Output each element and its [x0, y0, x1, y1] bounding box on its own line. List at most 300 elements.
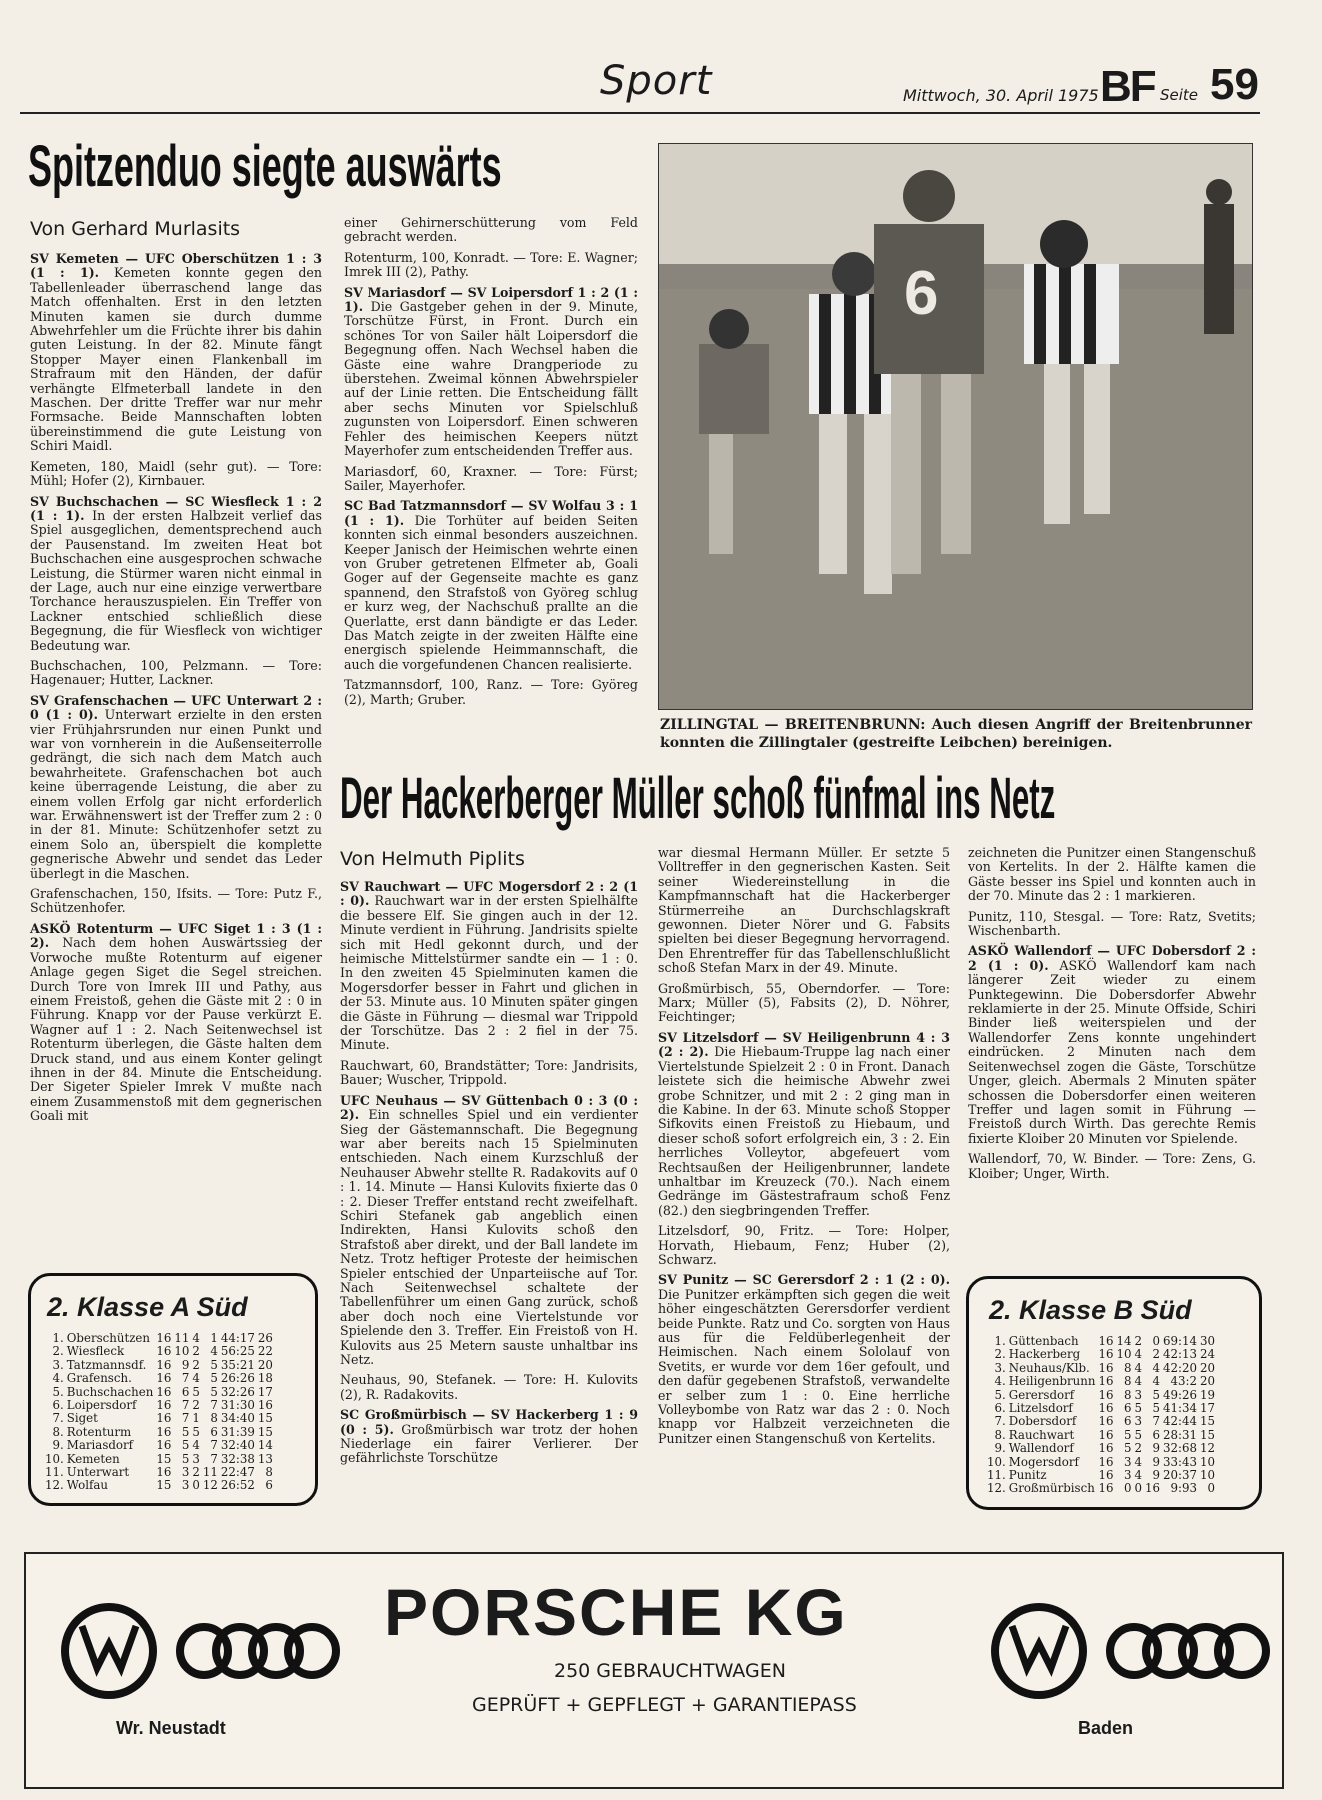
- standings-cell: 18: [257, 1371, 273, 1386]
- header-rule: [20, 112, 1260, 114]
- standings-cell: 31:30: [220, 1398, 255, 1413]
- standings-cell: 14: [257, 1438, 273, 1453]
- standings-cell: 43:2: [1170, 1374, 1198, 1389]
- standings-cell: Dobersdorf: [1008, 1414, 1077, 1429]
- standings-cell: 13: [257, 1451, 273, 1466]
- standings-row: [45, 1412, 276, 1425]
- standings-cell: Punitz: [1008, 1468, 1047, 1483]
- paragraph: [968, 944, 1256, 1146]
- standings-cell: 6.: [994, 1401, 1006, 1416]
- standings-cell: 8: [265, 1465, 273, 1480]
- standings-cell: 15: [1200, 1427, 1216, 1442]
- standings-row: [45, 1359, 276, 1372]
- paragraph: [30, 460, 322, 489]
- paragraph-text: Punitz, 110, Stesgal. — Tore: Ratz, Svetits; Wischenbarth.: [968, 908, 1256, 939]
- paragraph: [340, 1094, 638, 1368]
- standings-cell: 22:47: [220, 1465, 255, 1480]
- paragraph: [658, 982, 950, 1025]
- standings-cell: Litzelsdorf: [1008, 1401, 1073, 1416]
- standings-cell: 4: [1134, 1468, 1143, 1483]
- standings-cell: 3: [181, 1465, 190, 1480]
- standings-cell: 16: [1098, 1347, 1114, 1362]
- standings-cell: 16: [156, 1398, 172, 1413]
- standings-cell: 0: [1123, 1481, 1132, 1496]
- standings-title-b: 2. Klasse B Süd: [989, 1295, 1192, 1325]
- paragraph-text: Die Punitzer erkämpften sich gegen die weit höher eingeschätzten Gerersdorfer verdient beide Punkte. Ratz und Co. sorgten von Haus aus für die Feldüberlegenheit der Heimischen. Nach einem Sololauf von Svetits, er wurde vor dem 16er gefoult, und den dafür gegebenen Strafstoß, verwandelte er selber zum 1 : 0. Eine herrliche Volleybombe von Ratz war das 2 : 0. Noch knapp vor Halbzeit verzeichneten die Punitzer einen Stangenschuß von Kertelits.: [658, 1286, 950, 1446]
- standings-row: [45, 1479, 276, 1492]
- standings-cell: 4: [1134, 1347, 1143, 1362]
- paragraph-text: Buchschachen, 100, Pelzmann. — Tore: Hagenauer; Hutter, Lackner.: [30, 657, 322, 688]
- paragraph-text: Rauchwart war in der ersten Spielhälfte die bessere Elf. Sie gingen auch in der 12. Minute verdient in Führung. Jandrisits spielte sich mit Hedl gekonnt durch, und der heimische Mittelstürmer sandte ein — 1 : 0. In den zweiten 45 Spielminuten kamen die Mogersdorfer besser in Fahrt und glichen in der 53. Minute aus. 10 Minuten später gingen die Gäste in Führung — diesmal war Trippold der Torschütze. Das 2 : 2 fiel in der 75. Minute.: [340, 893, 638, 1053]
- standings-cell: 26:52: [220, 1478, 255, 1493]
- standings-cell: 33:43: [1163, 1454, 1198, 1469]
- standings-cell: Rauchwart: [1008, 1427, 1075, 1442]
- standings-cell: 4.: [52, 1371, 64, 1386]
- standings-cell: Grafensch.: [66, 1371, 132, 1386]
- standings-cell: 41:34: [1163, 1401, 1198, 1416]
- newspaper-logo: BF: [1100, 62, 1155, 111]
- standings-cell: 16: [257, 1398, 273, 1413]
- paragraph: [340, 1059, 638, 1088]
- paragraph: [344, 678, 638, 707]
- paragraph: [30, 659, 322, 688]
- standings-cell: 11.: [987, 1468, 1006, 1483]
- standings-cell: Wolfau: [66, 1478, 108, 1493]
- standings-cell: 35:21: [220, 1357, 255, 1372]
- standings-cell: 16: [156, 1331, 172, 1345]
- standings-cell: 5: [181, 1451, 190, 1466]
- standings-cell: 31:39: [220, 1424, 255, 1439]
- paragraph: [658, 1224, 950, 1267]
- standings-cell: 5: [1134, 1401, 1143, 1416]
- article2-column-1: [340, 880, 638, 1472]
- standings-cell: 56:25: [220, 1344, 255, 1359]
- paragraph: [658, 846, 950, 976]
- standings-cell: 16: [1098, 1401, 1114, 1416]
- standings-cell: 5: [192, 1424, 200, 1439]
- standings-cell: 10: [1200, 1454, 1216, 1469]
- standings-cell: 20:37: [1163, 1468, 1198, 1483]
- standings-cell: 30: [1200, 1334, 1216, 1348]
- standings-cell: 3: [181, 1478, 190, 1493]
- standings-cell: 9:93: [1170, 1481, 1198, 1496]
- standings-cell: 6: [1123, 1414, 1132, 1429]
- standings-cell: 7: [181, 1371, 190, 1386]
- standings-cell: 10: [1200, 1468, 1216, 1483]
- standings-cell: 6: [1123, 1401, 1132, 1416]
- standings-cell: 9: [1152, 1441, 1161, 1456]
- ad-city-right: Baden: [1078, 1718, 1134, 1738]
- standings-cell: 5: [192, 1384, 200, 1399]
- standings-cell: 16: [1098, 1334, 1114, 1348]
- page-label: Seite: [1160, 86, 1199, 104]
- standings-cell: 2: [192, 1465, 200, 1480]
- standings-cell: 0: [192, 1478, 200, 1493]
- standings-cell: 10: [1116, 1347, 1132, 1362]
- standings-cell: 16: [1098, 1468, 1114, 1483]
- standings-cell: 4: [192, 1438, 200, 1453]
- standings-cell: 8: [1123, 1360, 1132, 1375]
- standings-row: [45, 1453, 276, 1466]
- standings-row: [45, 1399, 276, 1412]
- standings-cell: 16: [1098, 1454, 1114, 1469]
- standings-cell: 17: [1200, 1401, 1216, 1416]
- paragraph: [30, 887, 322, 916]
- paragraph-text: Ein schnelles Spiel und ein verdienter Sieg der Gästemannschaft. Die Begegnung war aber bereits nach 15 Spielminuten entschieden. Nach einem Kurzschluß der Neuhauser Abwehr stellte R. Radakovits auf 0 : 1. 14. Minute — Hansi Kulovits fixierte das 0 : 2. Dieser Treffer entstand recht zweifelhaft. Schiri Stefanek gab angeblich einen Indirekten, Hansi Kulovits schoß den Strafstoß aber direkt, und der Ball landete im Netz. Trotz heftiger Proteste der heimischen Spieler entschied der Unparteiische auf Tor. Nach Seitenwechsel schaltete der Tabellenführer um einen Gang zurück, schoß aber doch noch eine Viertelstunde vor Spielende den 3. Treffer. Ein Freistoß von H. Kulovits aus 25 Metern sauste unhaltbar ins Netz.: [340, 1107, 638, 1367]
- standings-cell: 15: [257, 1411, 273, 1426]
- standings-cell: 5: [210, 1384, 218, 1399]
- vw-audi-logos-left: [54, 1596, 364, 1706]
- standings-cell: 2: [192, 1357, 200, 1372]
- vw-logo-icon: [991, 1603, 1087, 1699]
- article1-column-2: [344, 216, 638, 713]
- standings-cell: 9: [181, 1357, 190, 1372]
- standings-cell: 20: [1200, 1360, 1216, 1375]
- jersey-number: 6: [904, 259, 939, 328]
- standings-cell: 2: [1134, 1334, 1143, 1348]
- standings-title-a: 2. Klasse A Süd: [47, 1292, 248, 1322]
- standings-cell: 16: [156, 1411, 172, 1426]
- standings-cell: 3: [192, 1451, 200, 1466]
- standings-cell: 2: [192, 1344, 200, 1359]
- match-result: ASKÖ Wallendorf — UFC Dobersdorf 2 : 2 (1 : 0).: [968, 943, 1256, 973]
- paragraph: [658, 1031, 950, 1218]
- paragraph-text: war diesmal Hermann Müller. Er setzte 5 Volltreffer in den gegnerischen Kasten. Seit seiner Wiedereinstellung in die Kampfmannschaft hat die Hackerberger Stürmerreihe an Durchschlagskraft gewonnen. Dieter Nörer und G. Fabsits spielten bei dieser Begegnung hervorragend. Den Ehrentreffer für das Tabellenschlußlicht schoß Stefan Marx in der 49. Minute.: [658, 845, 950, 976]
- standings-cell: 14: [1116, 1334, 1132, 1348]
- standings-row: [45, 1439, 276, 1452]
- paragraph-text: Nach dem hohen Auswärtssieg der Vorwoche mußte Rotenturm auf eigener Anlage gegen Siget die Segel streichen. Durch Tore von Imrek III und Pathy, aus einem Freistoß, gehen die Gäste mit 2 : 0 in Führung. Knapp vor der Pause verkürzt E. Wagner auf 1 : 2. Nach Seitenwechsel ist Rotenturm überlegen, die Gäste halten dem Druck stand, und aus einem Konter gelingt ihnen in der 84. Minute die Entscheidung. Der Sigeter Spieler Imrek V mußte nach einem Zusammenstoß mit dem gegnerischen Goali mit: [30, 935, 322, 1124]
- paragraph-text: Die Torhüter auf beiden Seiten konnten sich einmal besonders auszeichnen. Keeper Janisch der Heimischen wehrte einen von Gruber getretenen Elfmeter ab, Goali Goger auf der Gegenseite machte es ganz spannend, den Strafstoß von Györeg schlug er kurz weg, der Nachschuß prallte an die Querlatte, erst dann bändigte er das Leder. Das Match zeigte in der zweiten Hälfte eine energisch spielende Heimmannschaft, die auch die vorgefundenen Chancen realisierte.: [344, 512, 638, 672]
- standings-cell: Tatzmannsdf.: [66, 1357, 147, 1372]
- ad-title: PORSCHE KG: [384, 1575, 848, 1649]
- standings-cell: 6: [265, 1478, 273, 1493]
- standings-row: [45, 1345, 276, 1358]
- standings-cell: 4: [1134, 1454, 1143, 1469]
- paragraph: [344, 465, 638, 494]
- standings-cell: 6: [210, 1424, 218, 1439]
- standings-cell: Siget: [66, 1411, 98, 1426]
- standings-cell: 10.: [987, 1454, 1006, 1469]
- standings-row: [987, 1429, 1218, 1442]
- standings-cell: 12.: [987, 1481, 1006, 1496]
- article2-headline: Der Hackerberger Müller schoß fünfmal ins Netz: [340, 766, 1056, 831]
- audi-rings-icon: [180, 1627, 336, 1675]
- standings-cell: 6: [181, 1384, 190, 1399]
- standings-cell: 10.: [45, 1451, 64, 1466]
- standings-cell: Oberschützen: [66, 1331, 151, 1345]
- standings-cell: 3.: [52, 1357, 64, 1372]
- paragraph: [340, 1373, 638, 1402]
- standings-row: [45, 1332, 276, 1345]
- standings-cell: 32:26: [220, 1384, 255, 1399]
- standings-row: [987, 1402, 1218, 1415]
- standings-cell: 32:68: [1163, 1441, 1198, 1456]
- match-result: SV Grafenschachen — UFC Unterwart 2 : 0 (1 : 0).: [30, 692, 322, 723]
- standings-cell: 12: [202, 1478, 218, 1493]
- standings-row: [987, 1362, 1218, 1375]
- match-result: SV Mariasdorf — SV Loipersdorf 1 : 2 (1 : 1).: [344, 284, 638, 315]
- standings-cell: 42:13: [1163, 1347, 1198, 1362]
- paragraph: [344, 216, 638, 245]
- paragraph-text: Tatzmannsdorf, 100, Ranz. — Tore: Györeg (2), Marth; Gruber.: [344, 677, 638, 707]
- standings-table-a: [45, 1332, 276, 1493]
- standings-row: [987, 1442, 1218, 1455]
- standings-cell: 7: [1152, 1414, 1161, 1429]
- standings-row: [987, 1348, 1218, 1361]
- standings-cell: 28:31: [1163, 1427, 1198, 1442]
- paragraph: [344, 499, 638, 672]
- standings-cell: 11: [174, 1331, 190, 1345]
- standings-cell: 32:38: [220, 1451, 255, 1466]
- standings-cell: 12: [1200, 1441, 1216, 1456]
- paragraph-text: Die Gastgeber gehen in der 9. Minute, Torschütze Fürst, in Front. Durch ein schönes Tor von Sailer hält Loipersdorf die Begegnung offen. Nach Wechsel haben die Gäste eine wahre Drangperiode zu überstehen. Zweimal können Abwehrspieler auf der Linie retten. Die Entscheidung fällt aber sechs Minuten vor Spielschluß zugunsten von Loipersdorf. Einen schweren Fehler des heimischen Keepers nützt Mayerhofer zum entscheidenden Treffer aus.: [344, 299, 639, 459]
- paragraph: [968, 1152, 1256, 1181]
- standings-cell: 11: [202, 1465, 218, 1480]
- match-result: SV Punitz — SC Gerersdorf 2 : 1 (2 : 0).: [658, 1272, 950, 1288]
- standings-cell: 8.: [994, 1427, 1006, 1442]
- standings-cell: 7: [210, 1438, 218, 1453]
- standings-cell: 4: [1152, 1360, 1161, 1375]
- standings-cell: 9: [1152, 1468, 1161, 1483]
- standings-cell: 15: [156, 1451, 172, 1466]
- paragraph-text: einer Gehirnerschütterung vom Feld gebracht werden.: [344, 215, 638, 245]
- paragraph-text: Neuhaus, 90, Stefanek. — Tore: H. Kulovits (2), R. Radakovits.: [340, 1372, 638, 1402]
- standings-cell: 4.: [994, 1374, 1006, 1389]
- standings-row: [987, 1415, 1218, 1428]
- standings-cell: 4: [1152, 1374, 1161, 1389]
- article2-byline: Von Helmuth Piplits: [340, 848, 525, 870]
- standings-cell: 7: [210, 1451, 218, 1466]
- standings-cell: 20: [257, 1357, 273, 1372]
- standings-cell: 6.: [52, 1398, 64, 1413]
- ad-city-left: Wr. Neustadt: [116, 1718, 226, 1738]
- standings-row: [987, 1335, 1218, 1348]
- standings-cell: 2: [1134, 1441, 1143, 1456]
- standings-cell: 16: [156, 1465, 172, 1480]
- standings-cell: 32:40: [220, 1438, 255, 1453]
- standings-cell: 10: [174, 1344, 190, 1359]
- ad-line-1: 250 GEBRAUCHTWAGEN: [554, 1660, 786, 1682]
- paragraph: [340, 1408, 638, 1466]
- standings-cell: 3.: [994, 1360, 1006, 1375]
- standings-cell: 5: [210, 1357, 218, 1372]
- standings-cell: 15: [156, 1478, 172, 1493]
- standings-cell: 8: [1123, 1387, 1132, 1402]
- standings-cell: Unterwart: [66, 1465, 130, 1480]
- standings-cell: 1.: [994, 1334, 1006, 1348]
- audi-rings-icon: [1110, 1627, 1266, 1675]
- paragraph: [344, 286, 638, 459]
- standings-row: [45, 1426, 276, 1439]
- standings-row: [987, 1375, 1218, 1388]
- standings-row: [45, 1466, 276, 1479]
- standings-box-a: [28, 1273, 318, 1506]
- standings-cell: 5.: [994, 1387, 1006, 1402]
- standings-cell: 7: [210, 1398, 218, 1413]
- match-result: ASKÖ Rotenturm — UFC Siget 1 : 3 (1 : 2).: [30, 920, 322, 951]
- standings-cell: 6: [1152, 1427, 1161, 1442]
- standings-cell: 5: [1123, 1441, 1132, 1456]
- standings-cell: 16: [156, 1371, 172, 1386]
- ad-line-2: GEPRÜFT + GEPFLEGT + GARANTIEPASS: [472, 1694, 857, 1716]
- match-result: SV Buchschachen — SC Wiesfleck 1 : 2 (1 : 1).: [30, 493, 322, 523]
- standings-cell: 2.: [994, 1347, 1006, 1362]
- standings-cell: Mariasdorf: [66, 1438, 134, 1453]
- standings-cell: Wiesfleck: [66, 1344, 125, 1359]
- paragraph-text: Mariasdorf, 60, Kraxner. — Tore: Fürst; Sailer, Mayerhofer.: [344, 463, 638, 493]
- standings-cell: Neuhaus/Klb.: [1008, 1360, 1090, 1375]
- page-number: 59: [1210, 60, 1259, 109]
- paragraph-text: Unterwart erzielte in den ersten vier Frühjahrsrunden nur einen Punkt und war von vornherein in die Außenseiterrolle gedrängt, die sich nach dem Match auch bewahrheitete. Grafenschachen bot auch keine überragende Leistung, die aber zu einem vollen Erfolg gar nicht erforderlich war. Erwähnenswert ist der Treffer zum 2 : 0 in der 81. Minute: Schützenhofer setzt zu einem Solo an, überspielt die komplette gegnerische Abwehr und sendet das Leder überlegt in die Maschen.: [30, 707, 322, 881]
- standings-cell: 3: [1123, 1454, 1132, 1469]
- standings-row: [45, 1386, 276, 1399]
- paragraph-text: Großmürbisch war trotz der hohen Niederlage ein fairer Verlierer. Der gefährlichste Torschütze: [340, 1421, 639, 1466]
- standings-cell: Buchschachen: [66, 1384, 154, 1399]
- standings-cell: 24: [1200, 1347, 1216, 1362]
- paragraph: [968, 910, 1256, 939]
- paragraph-text: Großmürbisch, 55, Oberndorfer. — Tore: Marx; Müller (5), Fabsits (2), D. Nöhrer, Feichtinger;: [658, 980, 950, 1025]
- paragraph-text: Wallendorf, 70, W. Binder. — Tore: Zens, G. Kloiber; Unger, Wirth.: [968, 1151, 1256, 1181]
- paragraph-text: Rotenturm, 100, Konradt. — Tore: E. Wagner; Imrek III (2), Pathy.: [344, 249, 638, 280]
- standings-cell: 0: [1134, 1481, 1143, 1496]
- match-result: SV Kemeten — UFC Oberschützen 1 : 3 (1 : 1).: [30, 251, 322, 281]
- standings-cell: 5.: [52, 1384, 64, 1399]
- paragraph-text: Die Hiebaum-Truppe lag nach einer Viertelstunde Spielzeit 2 : 0 in Front. Danach leistete sich die heimische Abwehr zwei grobe Schnitzer, und mit 2 : 2 ging man in die Kabine. In der 63. Minute schoß Stopper Sifkovits einen Freistoß zu Hiebaum, und dieser schoß sofort erfolgreich ein, 3 : 2. Ein herrliches Volleytor, abgefeuert vom Rechtsaußen der Heiligenbrunner, landete unhaltbar im Kreuzeck (70.). Nach einem Gedränge im Gästestrafraum schoß Fenz (82.) den siegbringenden Treffer.: [658, 1044, 950, 1218]
- standings-cell: 7.: [52, 1411, 64, 1426]
- standings-cell: 69:14: [1163, 1334, 1198, 1348]
- paragraph-text: zeichneten die Punitzer einen Stangenschuß von Kertelits. In der 2. Hälfte kamen die Gäste besser ins Spiel und konnten auch in der 70. Minute das 2 : 1 markieren.: [968, 845, 1256, 904]
- standings-cell: 2: [192, 1398, 200, 1413]
- paragraph-text: ASKÖ Wallendorf kam nach längerer Zeit wieder zu einem Punktegewinn. Die Dobersdorfer Abwehr reklamierte in der 25. Minute Offside, Schiri Binder ließ weiterspielen und der Wallendorfer Zens konnte ungehindert eindrücken. 2 Minuten nach dem Seitenwechsel zogen die Gäste, Torschütze Unger, gleich. Abermals 2 Minuten später schossen die Dobersdorfer einen weiteren Treffer und lagen somit in Führung — Freistoß durch Wirth. Das gerechte Remis fixierte Kloiber 20 Minuten vor Spielende.: [968, 957, 1256, 1146]
- standings-cell: 16: [1098, 1387, 1114, 1402]
- standings-cell: 16: [1098, 1481, 1114, 1496]
- paragraph-text: Litzelsdorf, 90, Fritz. — Tore: Holper, Horvath, Hiebaum, Fenz; Huber (2), Schwarz.: [658, 1223, 950, 1267]
- standings-cell: Hackerberg: [1008, 1347, 1081, 1362]
- standings-cell: Heiligenbrunn: [1008, 1374, 1096, 1389]
- standings-cell: Loipersdorf: [66, 1398, 137, 1413]
- article1-column-1: [30, 252, 322, 1130]
- paragraph: [344, 251, 638, 280]
- standings-cell: 16: [156, 1438, 172, 1453]
- standings-cell: Mogersdorf: [1008, 1454, 1079, 1469]
- issue-date: Mittwoch, 30. April 1975: [903, 86, 1099, 105]
- standings-cell: 9.: [994, 1441, 1006, 1456]
- standings-cell: Gerersdorf: [1008, 1387, 1075, 1402]
- match-result: SV Litzelsdorf — SV Heiligenbrunn 4 : 3 (2 : 2).: [658, 1029, 950, 1060]
- standings-cell: 16: [1098, 1427, 1114, 1442]
- standings-cell: 3: [1134, 1387, 1143, 1402]
- match-result: SC Bad Tatzmannsdorf — SV Wolfau 3 : 1 (1 : 1).: [344, 498, 638, 528]
- standings-cell: 7: [181, 1398, 190, 1413]
- standings-cell: 2: [1152, 1347, 1161, 1362]
- standings-cell: 44:17: [220, 1331, 255, 1345]
- standings-cell: 16: [1098, 1374, 1114, 1389]
- standings-cell: 49:26: [1163, 1387, 1198, 1402]
- section-title: Sport: [600, 58, 713, 104]
- paragraph: [30, 252, 322, 454]
- paragraph: [30, 694, 322, 881]
- paragraph-text: Grafenschachen, 150, Ifsits. — Tore: Putz F., Schützenhofer.: [30, 886, 322, 916]
- standings-row: [987, 1469, 1218, 1482]
- standings-cell: 1.: [52, 1331, 64, 1345]
- standings-cell: 16: [156, 1384, 172, 1399]
- standings-cell: 5: [181, 1438, 190, 1453]
- standings-cell: 42:20: [1163, 1360, 1198, 1375]
- article2-column-3: [968, 846, 1256, 1187]
- paragraph: [658, 1273, 950, 1446]
- standings-table-b: [987, 1335, 1218, 1496]
- standings-cell: 17: [257, 1384, 273, 1399]
- standings-cell: 34:40: [220, 1411, 255, 1426]
- standings-cell: 15: [1200, 1414, 1216, 1429]
- match-photo: [658, 143, 1253, 710]
- article2-column-2: [658, 846, 950, 1452]
- vw-audi-logos-right: [984, 1596, 1294, 1706]
- standings-cell: 16: [1098, 1414, 1114, 1429]
- standings-cell: 16: [1145, 1481, 1161, 1496]
- standings-cell: 5: [1123, 1427, 1132, 1442]
- standings-cell: 16: [156, 1344, 172, 1359]
- paragraph: [30, 922, 322, 1124]
- paragraph-text: Kemeten konnte gegen den Tabellenleader überraschend lange das Match offenhalten. Erst in den letzten Minuten kamen sie durch dumme Abwehrfehler um die Früchte ihrer bis dahin guten Leistung. In der 82. Minute fängt Stopper Mayer einen Flankenball im Strafraum mit den Händen, der dafür verhängte Elfmeterball landete in den Maschen. Der dritte Treffer war nur mehr Formsache. Beide Mannschaften lobten übereinstimmend die gute Leistung von Schiri Maidl.: [30, 265, 322, 454]
- standings-cell: 20: [1200, 1374, 1216, 1389]
- standings-cell: 16: [156, 1357, 172, 1372]
- standings-row: [987, 1482, 1218, 1495]
- photo-illustration: [659, 144, 1252, 709]
- standings-cell: 22: [257, 1344, 273, 1359]
- paragraph-text: In der ersten Halbzeit verlief das Spiel ausgeglichen, dementsprechend auch der Pausenstand. Im zweiten Heat bot Buchschachen eine ausgesprochen schwache Leistung, die Stürmer waren nicht einmal in der Lage, auch nur eine einzige verwertbare Torchance herauszuspielen. Ein Treffer von Lackner entschied schließlich diese Begegnung, die für Wiesfleck von wichtiger Bedeutung war.: [30, 507, 323, 653]
- paragraph: [340, 880, 638, 1053]
- standings-cell: 1: [192, 1411, 200, 1426]
- standings-cell: 16: [1098, 1360, 1114, 1375]
- standings-cell: 15: [257, 1424, 273, 1439]
- standings-cell: Güttenbach: [1008, 1334, 1079, 1348]
- standings-row: [987, 1389, 1218, 1402]
- standings-cell: Rotenturm: [66, 1424, 132, 1439]
- standings-cell: 0: [1152, 1334, 1161, 1348]
- standings-row: [45, 1372, 276, 1385]
- standings-cell: 5: [181, 1424, 190, 1439]
- standings-cell: 7.: [994, 1414, 1006, 1429]
- standings-cell: 26: [257, 1331, 273, 1345]
- standings-cell: 12.: [45, 1478, 64, 1493]
- standings-cell: 19: [1200, 1387, 1216, 1402]
- standings-row: [987, 1456, 1218, 1469]
- standings-cell: 0: [1207, 1481, 1216, 1496]
- standings-cell: 5: [1152, 1387, 1161, 1402]
- paragraph: [30, 495, 322, 653]
- standings-cell: 9.: [52, 1438, 64, 1453]
- article1-headline: Spitzenduo siegte auswärts: [28, 134, 502, 199]
- standings-cell: 16: [1098, 1441, 1114, 1456]
- photo-caption: ZILLINGTAL — BREITENBRUNN: Auch diesen Angriff der Breitenbrunner konnten die Zillingtaler (gestreifte Leibchen) bereinigen.: [660, 717, 1252, 751]
- standings-cell: 3: [1123, 1468, 1132, 1483]
- standings-cell: 26:26: [220, 1371, 255, 1386]
- standings-cell: 4: [1134, 1374, 1143, 1389]
- standings-cell: 5: [1134, 1427, 1143, 1442]
- standings-cell: Wallendorf: [1008, 1441, 1074, 1456]
- standings-cell: Kemeten: [66, 1451, 120, 1466]
- standings-cell: 16: [156, 1424, 172, 1439]
- porsche-advertisement: [24, 1552, 1284, 1789]
- standings-cell: 11.: [45, 1465, 64, 1480]
- paragraph-text: Kemeten, 180, Maidl (sehr gut). — Tore: Mühl; Hofer (2), Kirnbauer.: [30, 458, 322, 489]
- match-result: UFC Neuhaus — SV Güttenbach 0 : 3 (0 : 2).: [340, 1092, 638, 1123]
- standings-cell: 1: [210, 1331, 218, 1345]
- standings-cell: 2.: [52, 1344, 64, 1359]
- standings-cell: 7: [181, 1411, 190, 1426]
- standings-cell: 4: [192, 1331, 200, 1345]
